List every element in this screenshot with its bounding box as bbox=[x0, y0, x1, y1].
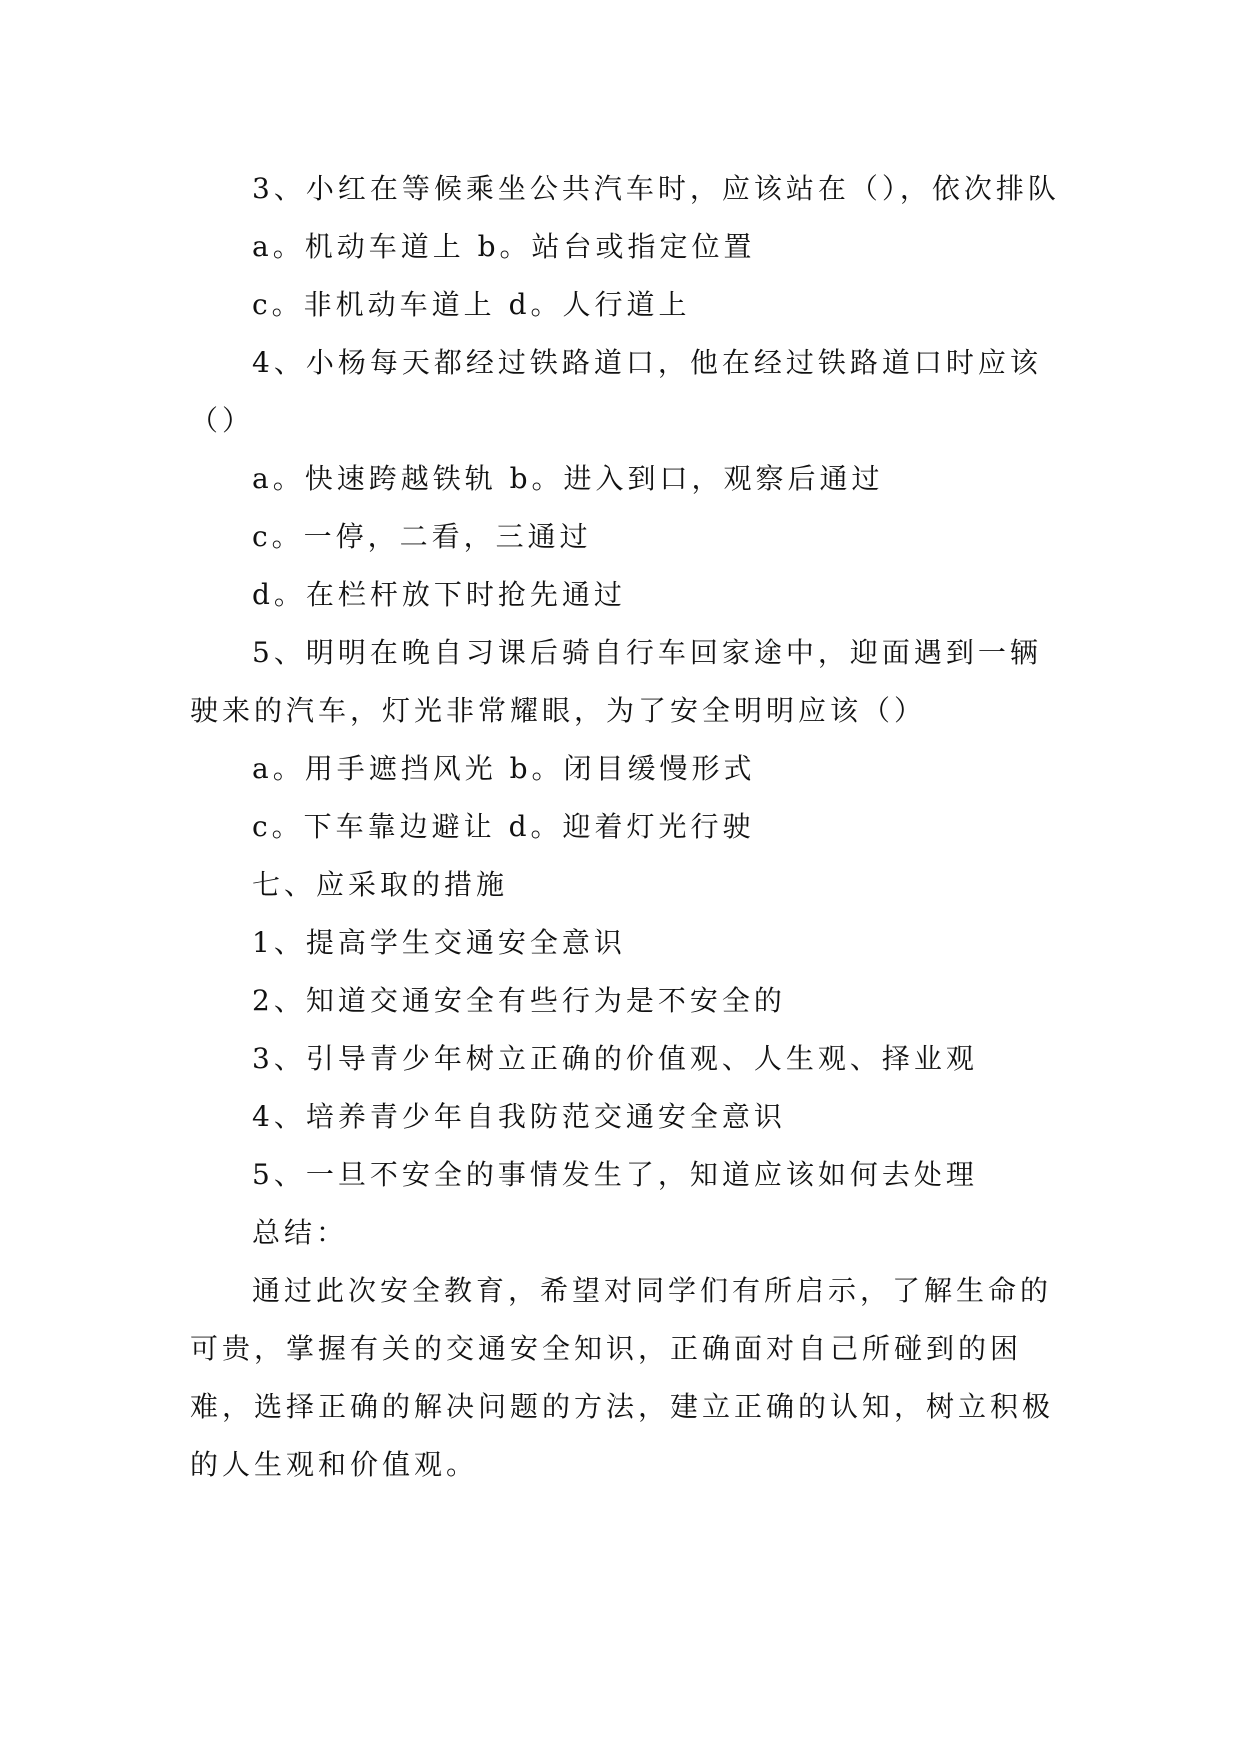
question-5: 5、明明在晚自习课后骑自行车回家途中，迎面遇到一辆驶来的汽车，灯光非常耀眼，为了安全明明应该（） bbox=[190, 636, 1042, 727]
measure-3: 3、引导青少年树立正确的价值观、人生观、择业观 bbox=[252, 1042, 978, 1075]
document-body bbox=[190, 160, 1060, 1494]
question-3-options-cd: c。非机动车道上 d。人行道上 bbox=[252, 288, 691, 321]
question-3: 3、小红在等候乘坐公共汽车时，应该站在（），依次排队 bbox=[252, 172, 1060, 205]
question-4-option-c: c。一停，二看，三通过 bbox=[252, 520, 592, 553]
measure-5: 5、一旦不安全的事情发生了，知道应该如何去处理 bbox=[252, 1158, 978, 1191]
question-4-option-d: d。在栏杆放下时抢先通过 bbox=[252, 578, 626, 611]
question-4: 4、小杨每天都经过铁路道口，他在经过铁路道口时应该（） bbox=[190, 346, 1042, 437]
measure-2: 2、知道交通安全有些行为是不安全的 bbox=[252, 984, 786, 1017]
question-5-options-ab: a。用手遮挡风光 b。闭目缓慢形式 bbox=[252, 752, 756, 785]
summary-heading: 总结： bbox=[252, 1216, 349, 1249]
measure-4: 4、培养青少年自我防范交通安全意识 bbox=[252, 1100, 786, 1133]
question-4-options-ab: a。快速跨越铁轨 b。进入到口，观察后通过 bbox=[252, 462, 884, 495]
summary-text: 通过此次安全教育，希望对同学们有所启示，了解生命的可贵，掌握有关的交通安全知识，正确面对自己所碰到的困难，选择正确的解决问题的方法，建立正确的认知，树立积极的人生观和价值观。 bbox=[190, 1274, 1055, 1481]
measure-1: 1、提高学生交通安全意识 bbox=[252, 926, 626, 959]
question-3-options-ab: a。机动车道上 b。站台或指定位置 bbox=[252, 230, 756, 263]
section-heading-measures: 七、应采取的措施 bbox=[252, 868, 509, 901]
question-5-options-cd: c。下车靠边避让 d。迎着灯光行驶 bbox=[252, 810, 755, 843]
